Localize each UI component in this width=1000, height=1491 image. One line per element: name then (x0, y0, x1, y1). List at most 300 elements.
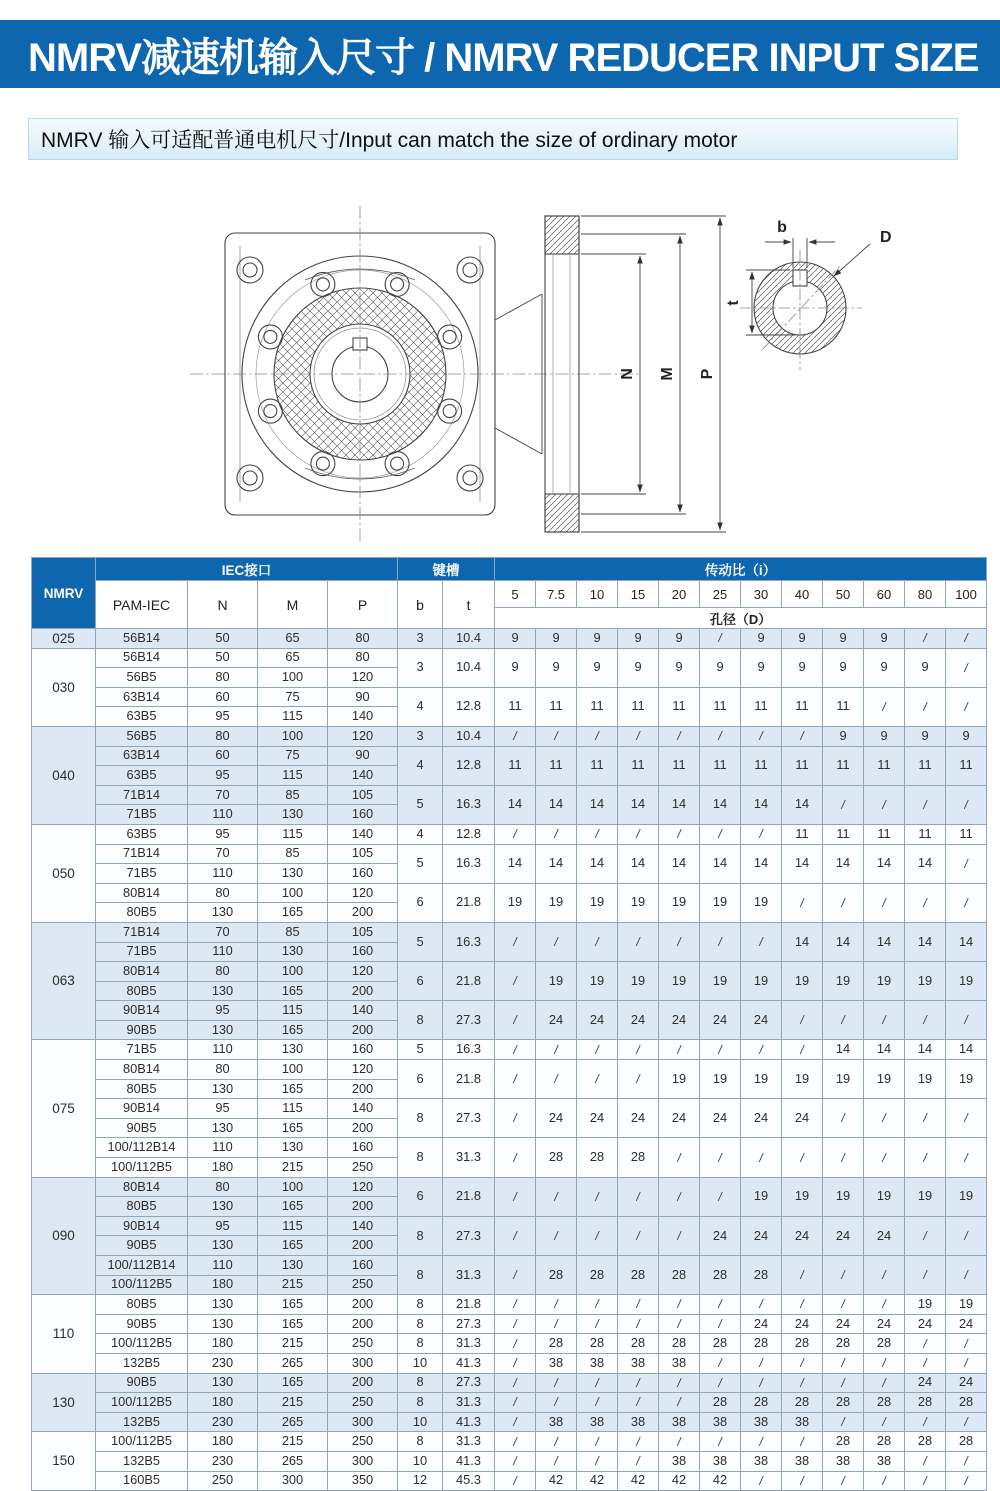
bore-diameter-cell: 11 (577, 687, 618, 726)
bore-diameter-cell: 19 (577, 883, 618, 922)
table-row (32, 1216, 987, 1236)
bore-diameter-cell: / (741, 726, 782, 746)
bore-diameter-cell: 9 (536, 648, 577, 687)
pam-iec-cell: 80B5 (96, 1197, 188, 1217)
bore-diameter-cell: 38 (577, 1412, 618, 1432)
bore-diameter-cell: 28 (946, 1432, 987, 1452)
n-cell: 70 (188, 844, 258, 864)
bore-diameter-cell: / (495, 1040, 536, 1060)
p-cell: 200 (328, 1314, 398, 1334)
bore-diameter-cell: 19 (823, 1177, 864, 1216)
bore-diameter-cell: / (905, 1412, 946, 1432)
bore-diameter-cell: 14 (495, 844, 536, 883)
bore-diameter-cell: / (823, 1295, 864, 1315)
pam-iec-cell: 90B5 (96, 1314, 188, 1334)
bore-diameter-cell: / (659, 922, 700, 961)
pam-iec-cell: 132B5 (96, 1353, 188, 1373)
b-cell: 4 (398, 746, 443, 785)
bore-diameter-cell: 9 (946, 726, 987, 746)
bore-diameter-cell: / (618, 726, 659, 746)
n-cell: 80 (188, 883, 258, 903)
p-cell: 90 (328, 687, 398, 707)
bore-diameter-cell: / (536, 1432, 577, 1452)
pam-iec-cell: 80B5 (96, 1079, 188, 1099)
bore-diameter-cell: 19 (864, 1060, 905, 1099)
m-cell: 115 (258, 1099, 328, 1119)
bore-diameter-cell: 19 (823, 1060, 864, 1099)
bore-diameter-cell: 38 (618, 1353, 659, 1373)
m-cell: 85 (258, 922, 328, 942)
p-cell: 105 (328, 844, 398, 864)
b-cell: 10 (398, 1412, 443, 1432)
pam-iec-cell: 90B5 (96, 1118, 188, 1138)
col-header-b: b (398, 581, 443, 629)
bore-diameter-cell: 14 (659, 785, 700, 824)
bore-diameter-cell: 24 (823, 1314, 864, 1334)
bore-diameter-cell: 11 (700, 746, 741, 785)
pam-iec-cell: 90B14 (96, 1099, 188, 1119)
n-cell: 230 (188, 1353, 258, 1373)
bore-diameter-cell: / (536, 1177, 577, 1216)
m-cell: 115 (258, 1216, 328, 1236)
col-header-ratio: 30 (741, 581, 782, 608)
bore-diameter-cell: 42 (536, 1471, 577, 1491)
bore-diameter-cell: 14 (946, 922, 987, 961)
b-cell: 10 (398, 1353, 443, 1373)
bore-diameter-cell: 24 (659, 1099, 700, 1138)
t-cell: 41.3 (443, 1353, 495, 1373)
bore-diameter-cell: 28 (700, 1256, 741, 1295)
t-cell: 31.3 (443, 1393, 495, 1413)
bore-diameter-cell: / (495, 1353, 536, 1373)
bore-diameter-cell: 24 (946, 1373, 987, 1393)
bore-diameter-cell: 38 (864, 1451, 905, 1471)
bore-diameter-cell: 24 (905, 1314, 946, 1334)
p-cell: 160 (328, 864, 398, 884)
bore-diameter-cell: 19 (741, 1060, 782, 1099)
bore-diameter-cell: 11 (946, 746, 987, 785)
bore-diameter-cell: / (618, 824, 659, 844)
bore-diameter-cell: / (823, 1412, 864, 1432)
bore-diameter-cell: / (536, 726, 577, 746)
bore-diameter-cell: 19 (659, 1060, 700, 1099)
bore-diameter-cell: 14 (782, 844, 823, 883)
nmrv-cell: 110 (32, 1295, 96, 1373)
bore-diameter-cell: / (495, 962, 536, 1001)
b-cell: 8 (398, 1001, 443, 1040)
front-view (190, 206, 640, 542)
pam-iec-cell: 80B14 (96, 1177, 188, 1197)
bore-diameter-cell: 38 (618, 1412, 659, 1432)
subtitle-text: NMRV 输入可适配普通电机尺寸/Input can match the size of ordinary motor (41, 129, 738, 152)
n-cell: 95 (188, 1001, 258, 1021)
bore-diameter-cell: 38 (782, 1412, 823, 1432)
pam-iec-cell: 56B14 (96, 648, 188, 668)
b-cell: 12 (398, 1471, 443, 1491)
bore-diameter-cell: / (618, 1216, 659, 1255)
table-row (32, 1040, 987, 1060)
bore-diameter-cell: / (905, 883, 946, 922)
pam-iec-cell: 71B14 (96, 785, 188, 805)
label-D: D (880, 229, 892, 246)
n-cell: 70 (188, 785, 258, 805)
table-row (32, 785, 987, 805)
bore-diameter-cell: 9 (618, 648, 659, 687)
bore-diameter-cell: 14 (864, 844, 905, 883)
bore-diameter-cell: 24 (577, 1099, 618, 1138)
nmrv-cell: 130 (32, 1373, 96, 1432)
bore-diameter-cell: / (577, 1373, 618, 1393)
bore-diameter-cell: / (700, 1432, 741, 1452)
bore-diameter-cell: 24 (782, 1216, 823, 1255)
p-cell: 200 (328, 981, 398, 1001)
bore-diameter-cell: / (495, 1471, 536, 1491)
bore-diameter-cell: 9 (782, 648, 823, 687)
bore-diameter-cell: / (700, 629, 741, 649)
t-cell: 21.8 (443, 1295, 495, 1315)
bore-diameter-cell: 11 (659, 746, 700, 785)
bore-diameter-cell: / (495, 1216, 536, 1255)
t-cell: 31.3 (443, 1256, 495, 1295)
bore-diameter-cell: 19 (864, 962, 905, 1001)
bore-diameter-cell: 28 (905, 1432, 946, 1452)
m-cell: 165 (258, 1197, 328, 1217)
m-cell: 130 (258, 864, 328, 884)
bore-diameter-cell: / (823, 1471, 864, 1491)
bore-diameter-cell: / (495, 1001, 536, 1040)
bore-diameter-cell: 38 (659, 1353, 700, 1373)
n-cell: 230 (188, 1451, 258, 1471)
reducer-size-table (31, 557, 987, 1491)
bore-diameter-cell: 11 (864, 746, 905, 785)
pam-iec-cell: 80B5 (96, 903, 188, 923)
bore-diameter-cell: 14 (577, 785, 618, 824)
m-cell: 100 (258, 1177, 328, 1197)
bore-diameter-cell: / (905, 1138, 946, 1177)
bore-diameter-cell: 28 (864, 1393, 905, 1413)
table-row (32, 1060, 987, 1080)
bore-diameter-cell: / (946, 1256, 987, 1295)
n-cell: 130 (188, 1295, 258, 1315)
bore-diameter-cell: / (495, 1099, 536, 1138)
bore-diameter-cell: / (536, 1295, 577, 1315)
bore-diameter-cell: / (618, 1040, 659, 1060)
bore-diameter-cell: 11 (782, 746, 823, 785)
t-cell: 12.8 (443, 687, 495, 726)
pam-iec-cell: 80B14 (96, 1060, 188, 1080)
m-cell: 165 (258, 1079, 328, 1099)
bore-diameter-cell: / (905, 1353, 946, 1373)
bore-diameter-cell: 38 (659, 1451, 700, 1471)
bore-diameter-cell: / (782, 883, 823, 922)
bore-diameter-cell: 24 (741, 1216, 782, 1255)
page-header-banner (0, 20, 1000, 88)
bore-diameter-cell: / (495, 1451, 536, 1471)
bore-diameter-cell: / (741, 1040, 782, 1060)
bore-diameter-cell: 28 (864, 1432, 905, 1452)
bore-diameter-cell: 24 (782, 1099, 823, 1138)
table-row (32, 629, 987, 649)
bore-diameter-cell: / (618, 1295, 659, 1315)
nmrv-cell: 030 (32, 648, 96, 726)
bore-diameter-cell: 14 (700, 844, 741, 883)
p-cell: 200 (328, 1118, 398, 1138)
pam-iec-cell: 100/112B5 (96, 1432, 188, 1452)
bore-diameter-cell: 9 (905, 648, 946, 687)
nmrv-cell: 050 (32, 824, 96, 922)
bore-diameter-cell: / (495, 1314, 536, 1334)
pam-iec-cell: 71B5 (96, 805, 188, 825)
b-cell: 10 (398, 1451, 443, 1471)
col-header-ratio: 60 (864, 581, 905, 608)
bore-diameter-cell: 11 (905, 824, 946, 844)
m-cell: 215 (258, 1275, 328, 1295)
table-row (32, 844, 987, 864)
pam-iec-cell: 100/112B14 (96, 1138, 188, 1158)
bore-diameter-cell: 14 (946, 1040, 987, 1060)
m-cell: 100 (258, 1060, 328, 1080)
bore-diameter-cell: 24 (659, 1001, 700, 1040)
bore-diameter-cell: 19 (741, 962, 782, 1001)
p-cell: 300 (328, 1353, 398, 1373)
bore-diameter-cell: 19 (782, 962, 823, 1001)
shaft-detail (725, 219, 892, 370)
p-cell: 120 (328, 726, 398, 746)
bore-diameter-cell: / (864, 785, 905, 824)
n-cell: 110 (188, 1256, 258, 1276)
p-cell: 140 (328, 1001, 398, 1021)
b-cell: 4 (398, 687, 443, 726)
m-cell: 85 (258, 844, 328, 864)
b-cell: 8 (398, 1138, 443, 1177)
bore-diameter-cell: / (536, 824, 577, 844)
bore-diameter-cell: / (905, 1334, 946, 1354)
p-cell: 250 (328, 1393, 398, 1413)
bore-diameter-cell: / (946, 1099, 987, 1138)
bore-diameter-cell: 9 (741, 648, 782, 687)
bore-diameter-cell: / (577, 1177, 618, 1216)
bore-diameter-cell: / (905, 687, 946, 726)
bore-diameter-cell: / (659, 1373, 700, 1393)
b-cell: 8 (398, 1393, 443, 1413)
t-cell: 21.8 (443, 1177, 495, 1216)
pam-iec-cell: 71B14 (96, 844, 188, 864)
bore-diameter-cell: 38 (700, 1412, 741, 1432)
n-cell: 180 (188, 1334, 258, 1354)
t-cell: 12.8 (443, 824, 495, 844)
bore-diameter-cell: 42 (577, 1471, 618, 1491)
m-cell: 75 (258, 746, 328, 766)
pam-iec-cell: 71B5 (96, 864, 188, 884)
table-row (32, 1099, 987, 1119)
bore-diameter-cell: 9 (823, 726, 864, 746)
m-cell: 130 (258, 1138, 328, 1158)
bore-diameter-cell: 19 (495, 883, 536, 922)
bore-diameter-cell: 28 (577, 1334, 618, 1354)
p-cell: 250 (328, 1334, 398, 1354)
n-cell: 80 (188, 1177, 258, 1197)
bore-diameter-cell: 38 (536, 1412, 577, 1432)
bore-diameter-cell: / (495, 1412, 536, 1432)
col-header-nmrv: NMRV (32, 558, 96, 629)
reducer-drawing-svg (40, 158, 960, 554)
bore-diameter-cell: / (700, 1138, 741, 1177)
bore-diameter-cell: 38 (659, 1412, 700, 1432)
bore-diameter-cell: / (946, 883, 987, 922)
bore-diameter-cell: 9 (495, 629, 536, 649)
p-cell: 300 (328, 1412, 398, 1432)
bore-diameter-cell: 19 (946, 1295, 987, 1315)
bore-diameter-cell: / (618, 1373, 659, 1393)
bore-diameter-cell: 28 (618, 1334, 659, 1354)
n-cell: 180 (188, 1393, 258, 1413)
bore-diameter-cell: / (782, 1471, 823, 1491)
bore-diameter-cell: 28 (905, 1393, 946, 1413)
pam-iec-cell: 63B5 (96, 824, 188, 844)
b-cell: 5 (398, 844, 443, 883)
col-header-ratio: 10 (577, 581, 618, 608)
bore-diameter-cell: 19 (741, 1177, 782, 1216)
bore-diameter-cell: 9 (659, 648, 700, 687)
table-row (32, 1451, 987, 1471)
bore-diameter-cell: 14 (823, 1040, 864, 1060)
bore-diameter-cell: 14 (536, 844, 577, 883)
page-title: NMRV减速机输入尺寸 / NMRV REDUCER INPUT SIZE (28, 35, 979, 80)
bore-diameter-cell: 9 (782, 629, 823, 649)
p-cell: 105 (328, 785, 398, 805)
p-cell: 80 (328, 648, 398, 668)
n-cell: 80 (188, 1060, 258, 1080)
m-cell: 165 (258, 1373, 328, 1393)
n-cell: 70 (188, 922, 258, 942)
bore-diameter-cell: 28 (782, 1334, 823, 1354)
p-cell: 160 (328, 805, 398, 825)
nmrv-cell: 040 (32, 726, 96, 824)
pam-iec-cell: 56B5 (96, 726, 188, 746)
bore-diameter-cell: 24 (700, 1099, 741, 1138)
bore-diameter-cell: / (536, 1393, 577, 1413)
bore-diameter-cell: / (536, 1373, 577, 1393)
bore-diameter-cell: 11 (700, 687, 741, 726)
m-cell: 100 (258, 883, 328, 903)
t-cell: 10.4 (443, 629, 495, 649)
bore-diameter-cell: / (864, 1412, 905, 1432)
table-row (32, 648, 987, 668)
col-header-ratio: 50 (823, 581, 864, 608)
bore-diameter-cell: 28 (782, 1393, 823, 1413)
n-cell: 250 (188, 1471, 258, 1491)
col-group-ratio: 传动比（i） (495, 558, 987, 581)
bore-diameter-cell: 28 (618, 1138, 659, 1177)
pam-iec-cell: 63B14 (96, 687, 188, 707)
bore-diameter-cell: / (905, 1256, 946, 1295)
bore-diameter-cell: 28 (536, 1334, 577, 1354)
m-cell: 265 (258, 1353, 328, 1373)
t-cell: 41.3 (443, 1412, 495, 1432)
bore-diameter-cell: 11 (495, 746, 536, 785)
n-cell: 80 (188, 962, 258, 982)
n-cell: 110 (188, 1040, 258, 1060)
bore-diameter-cell: / (577, 824, 618, 844)
t-cell: 27.3 (443, 1001, 495, 1040)
table-row (32, 1373, 987, 1393)
bore-diameter-cell: 19 (659, 883, 700, 922)
nmrv-cell: 150 (32, 1432, 96, 1491)
pam-iec-cell: 71B5 (96, 942, 188, 962)
col-group-keyway: 键槽 (398, 558, 495, 581)
n-cell: 130 (188, 1118, 258, 1138)
m-cell: 165 (258, 903, 328, 923)
m-cell: 265 (258, 1412, 328, 1432)
bore-diameter-cell: / (700, 922, 741, 961)
bore-diameter-cell: / (782, 1373, 823, 1393)
bore-diameter-cell: / (946, 687, 987, 726)
bore-diameter-cell: 24 (536, 1099, 577, 1138)
bore-diameter-cell: / (946, 1216, 987, 1255)
bore-diameter-cell: / (782, 1256, 823, 1295)
pam-iec-cell: 160B5 (96, 1471, 188, 1491)
bore-diameter-cell: 14 (618, 844, 659, 883)
bore-diameter-cell: / (864, 1256, 905, 1295)
p-cell: 200 (328, 1373, 398, 1393)
bore-diameter-cell: 42 (700, 1471, 741, 1491)
n-cell: 110 (188, 942, 258, 962)
bore-diameter-cell: / (495, 824, 536, 844)
b-cell: 8 (398, 1432, 443, 1452)
bore-diameter-cell: 9 (823, 648, 864, 687)
bore-diameter-cell: 38 (741, 1412, 782, 1432)
bore-diameter-cell: 9 (659, 629, 700, 649)
label-t: t (725, 300, 742, 306)
m-cell: 165 (258, 1118, 328, 1138)
p-cell: 120 (328, 1060, 398, 1080)
n-cell: 130 (188, 981, 258, 1001)
m-cell: 100 (258, 668, 328, 688)
bore-diameter-cell: 14 (577, 844, 618, 883)
t-cell: 21.8 (443, 962, 495, 1001)
bore-diameter-cell: / (659, 1040, 700, 1060)
m-cell: 65 (258, 648, 328, 668)
m-cell: 300 (258, 1471, 328, 1491)
pam-iec-cell: 100/112B5 (96, 1393, 188, 1413)
bore-diameter-cell: / (659, 1393, 700, 1413)
bore-diameter-cell: 9 (577, 629, 618, 649)
pam-iec-cell: 132B5 (96, 1412, 188, 1432)
bore-diameter-cell: / (495, 922, 536, 961)
pam-iec-cell: 80B14 (96, 962, 188, 982)
bore-diameter-cell: 11 (905, 746, 946, 785)
m-cell: 130 (258, 805, 328, 825)
bore-diameter-cell: 14 (495, 785, 536, 824)
bore-diameter-cell: 14 (659, 844, 700, 883)
t-cell: 10.4 (443, 726, 495, 746)
bore-diameter-cell: / (782, 726, 823, 746)
bore-diameter-cell: 19 (782, 1177, 823, 1216)
b-cell: 3 (398, 629, 443, 649)
table-row (32, 746, 987, 766)
bore-diameter-cell: 24 (536, 1001, 577, 1040)
bore-diameter-cell: / (495, 1393, 536, 1413)
n-cell: 50 (188, 629, 258, 649)
m-cell: 215 (258, 1393, 328, 1413)
bore-diameter-cell: / (577, 1060, 618, 1099)
p-cell: 120 (328, 962, 398, 982)
bore-diameter-cell: 38 (536, 1353, 577, 1373)
bore-diameter-cell: 28 (536, 1256, 577, 1295)
bore-diameter-cell: / (659, 824, 700, 844)
bore-diameter-cell: 14 (905, 922, 946, 961)
bore-diameter-cell: 19 (823, 962, 864, 1001)
